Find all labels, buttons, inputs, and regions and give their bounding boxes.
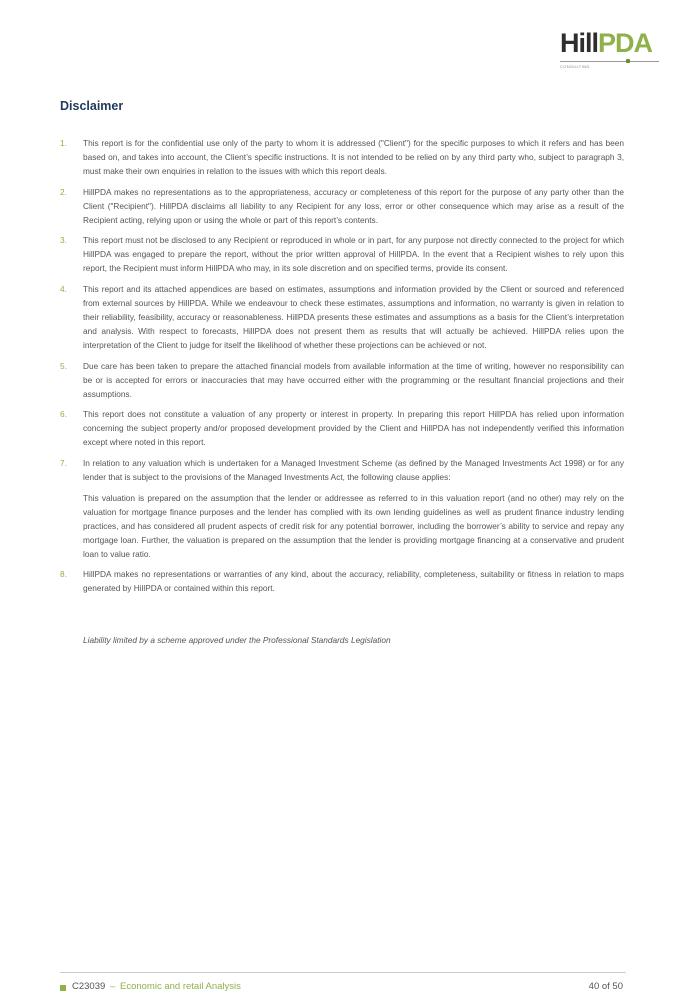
- item-number: 6.: [60, 409, 67, 420]
- item-text: HillPDA makes no representations or warranties of any kind, about the accuracy, reliability, completeness, suitability or fitness in relation to maps generated by HillPDA or contained within this report.: [83, 569, 624, 594]
- item-number: 5.: [60, 360, 67, 371]
- item-text: Due care has been taken to prepare the attached financial models from available information at the time of writing, however no responsibility can be or is accepted for errors or inaccuracies that may have occurred either with the programming or the resultant financial projections and their assumptions.: [83, 360, 624, 399]
- disclaimer-item: [60, 568, 624, 596]
- disclaimer-item: [60, 408, 624, 450]
- item-number: 1.: [60, 138, 67, 148]
- footer-square-icon: [60, 985, 66, 991]
- footer-divider: [60, 972, 626, 973]
- footer-separator: –: [110, 981, 116, 992]
- item-text: HillPDA makes no representations as to the appropriateness, accuracy or completeness of this report for the purpose of any party other than the Client ("Recipient"). HillPDA disclaims all liability to any Recipient for any loss, error or other consequence which may arise as a result of the Recipient acting, relying upon or using the whole or part of this report’s contents.: [83, 186, 624, 225]
- item-text: This report and its attached appendices are based on estimates, assumptions and information provided by the Client or sourced and referenced from external sources by HillPDA. While we endeavour to check these estimates, assumptions and information, no warranty is given in relation to their reliability, feasibility, accuracy or reasonableness. HillPDA presents these estimates and assumptions as a basis for the Client’s interpretation and analysis. With respect to forecasts, HillPDA does not present them as results that will actually be achieved. HillPDA relies upon the interpretation of the Client to judge for itself the likelihood of whether these projections can be achieved or not.: [83, 284, 624, 350]
- logo-dot-icon: [626, 59, 630, 63]
- item-number: 3.: [60, 235, 67, 246]
- item-number: 7.: [60, 458, 67, 469]
- item-number: 4.: [60, 284, 67, 295]
- disclaimer-item: [60, 186, 624, 228]
- disclaimer-item: [60, 137, 624, 179]
- logo-underline: [560, 61, 659, 62]
- logo-wordmark: [560, 28, 652, 58]
- page-title: Disclaimer: [60, 99, 124, 113]
- item-number: 8.: [60, 569, 67, 580]
- item-number: 2.: [60, 186, 67, 197]
- logo-hill-text: Hill: [560, 28, 599, 58]
- item-subparagraph: This valuation is prepared on the assumption that the lender or addressee as referred to in this valuation report (and no other) may rely on the valuation for mortgage finance purposes and the lender has complied with its own lending guidelines as well as prudent finance industry lending practices, and has considered all prudent aspects of credit risk for any potential borrower, including the borrower’s ability to service and repay any mortgage loan. Further, the valuation is prepared on the assumption that the lender is providing mortgage financing at a conservative and prudent loan to value ratio.: [83, 492, 624, 559]
- item-text: This report does not constitute a valuation of any property or interest in property. In preparing this report HillPDA has relied upon information concerning the subject property and/or proposed development provided by the Client and HillPDA has not independently verified this information except where noted in this report.: [83, 409, 624, 448]
- footer-doc-title: Economic and retail Analysis: [120, 981, 241, 992]
- disclaimer-item: [60, 283, 624, 353]
- logo-pda-text: PDA: [598, 28, 653, 58]
- disclaimer-item: [60, 457, 624, 561]
- liability-note: Liability limited by a scheme approved under the Professional Standards Legislation: [83, 635, 391, 645]
- logo-tagline: CONSULTING: [560, 64, 590, 69]
- disclaimer-item: [60, 234, 624, 276]
- item-text: This report is for the confidential use only of the party to whom it is addressed ("Client") for the specific purposes to which it refers and has been based on, and takes into account, the Client’s specific instructions. It is not intended to be relied on by any third party who, subject to paragraph 3, must make their own enquiries in relation to the issues with which this report deals.: [83, 138, 624, 176]
- hillpda-logo: [560, 28, 660, 68]
- footer-page-number: 40 of 50: [588, 981, 623, 992]
- item-text: In relation to any valuation which is undertaken for a Managed Investment Scheme (as defined by the Managed Investments Act 1998) or for any lender that is subject to the provisions of the Managed Investments Act, the following clause applies:: [83, 458, 624, 483]
- disclaimer-list: [60, 137, 624, 603]
- footer-doc-code: C23039: [72, 981, 106, 992]
- disclaimer-item: [60, 360, 624, 402]
- item-text: This report must not be disclosed to any Recipient or reproduced in whole or in part, for any purpose not directly connected to the project for which HillPDA was engaged to prepare the report, without the prior written approval of HillPDA. In the event that a Recipient wishes to rely upon this report, the Recipient must inform HillPDA who may, in its sole discretion and on specified terms, provide its consent.: [83, 235, 624, 274]
